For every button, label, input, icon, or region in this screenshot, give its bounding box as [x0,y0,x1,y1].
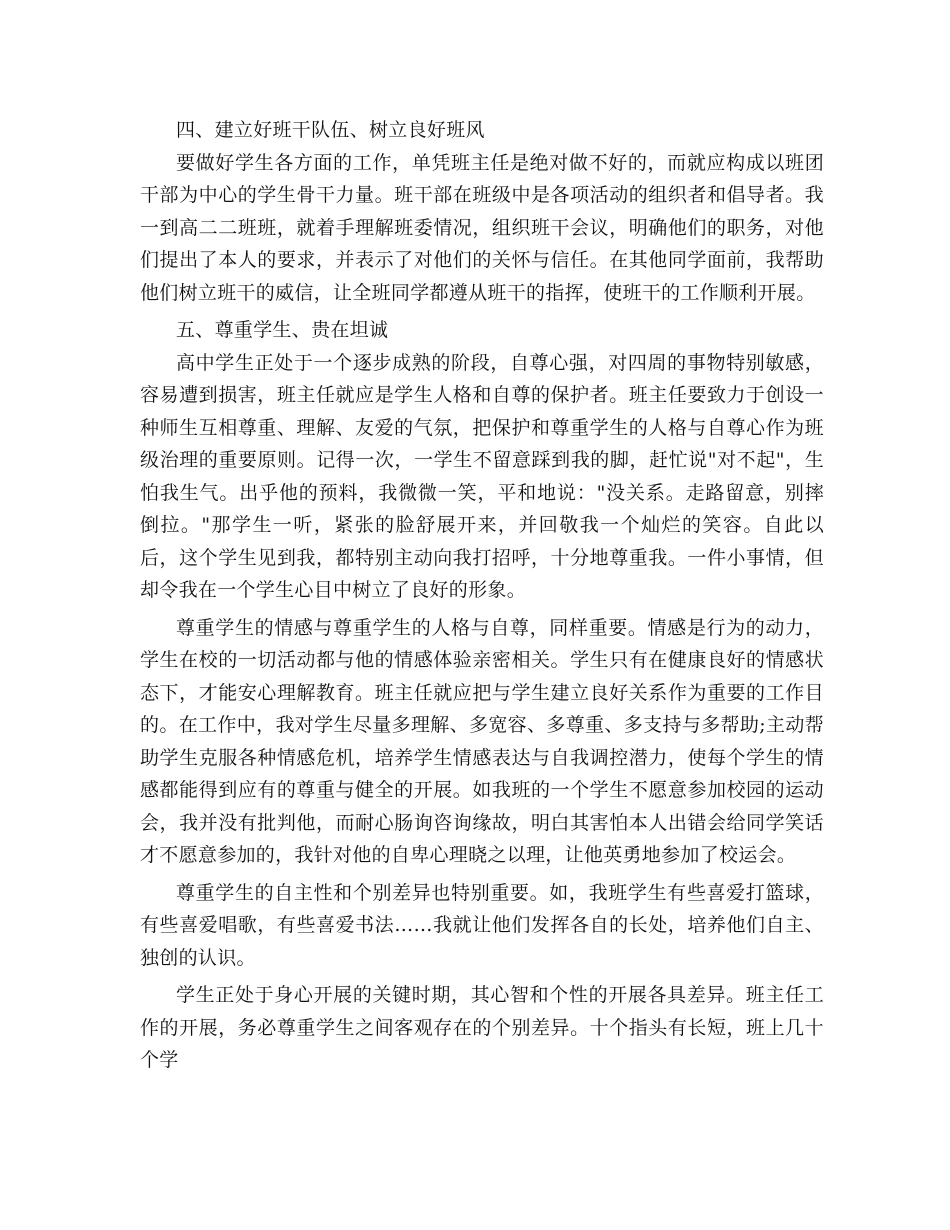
paragraph-respect-dignity: 高中学生正处于一个逐步成熟的阶段，自尊心强，对四周的事物特别敏感，容易遭到损害，班主任就应是学生人格和自尊的保护者。班主任要致力于创设一种师生互相尊重、理解、友爱的气氛，把保护和尊重学生的人格与自尊心作为班级治理的重要原则。记得一次，一学生不留意踩到我的脚，赶忙说"对不起"，生怕我生气。出乎他的预料，我微微一笑，平和地说："没关系。走路留意，别摔倒拉。"那学生一听，紧张的脸舒展开来，并回敬我一个灿烂的笑容。自此以后，这个学生见到我，都特别主动向我打招呼，十分地尊重我。一件小事情，但却令我在一个学生心目中树立了良好的形象。 [140,351,824,601]
paragraph-respect-emotions: 尊重学生的情感与尊重学生的人格与自尊，同样重要。情感是行为的动力，学生在校的一切活动都与他的情感体验亲密相关。学生只有在健康良好的情感状态下，才能安心理解教育。班主任就应把与学生建立良好关系作为重要的工作目的。在工作中，我对学生尽量多理解、多宽容、多尊重、多支持与多帮助;主动帮助学生克服各种情感危机，培养学生情感表达与自我调控潜力，使每个学生的情感都能得到应有的尊重与健全的开展。如我班的一个学生不愿意参加校园的运动会，我并没有批判他，而耐心肠询咨询缘故，明白其害怕本人出错会给同学笑话才不愿意参加的，我针对他的自卑心理晓之以理，让他英勇地参加了校运会。 [140,616,824,866]
paragraph-class-leaders: 要做好学生各方面的工作，单凭班主任是绝对做不好的，而就应构成以班团干部为中心的学生骨干力量。班干部在班级中是各项活动的组织者和倡导者。我一到高二二班班，就着手理解班委情况，组织班干会议，明确他们的职务，对他们提出了本人的要求，并表示了对他们的关怀与信任。在其他同学面前，我帮助他们树立班干的威信，让全班同学都遵从班干的指挥，使班干的工作顺利开展。 [140,151,824,304]
section-heading-5: 五、尊重学生、贵在坦诚 [176,319,389,341]
section-heading-4: 四、建立好班干队伍、树立良好班风 [176,119,485,141]
document-page [140,114,824,1077]
paragraph-respect-autonomy: 尊重学生的自主性和个别差异也特别重要。如，我班学生有些喜爱打篮球，有些喜爱唱歌，有些喜爱书法……我就让他们发挥各自的长处，培养他们自主、独创的认识。 [140,881,824,969]
paragraph-individual-differences: 学生正处于身心开展的关键时期，其心智和个性的开展各具差异。班主任工作的开展，务必尊重学生之间客观存在的个别差异。十个指头有长短，班上几十个学 [140,984,824,1071]
